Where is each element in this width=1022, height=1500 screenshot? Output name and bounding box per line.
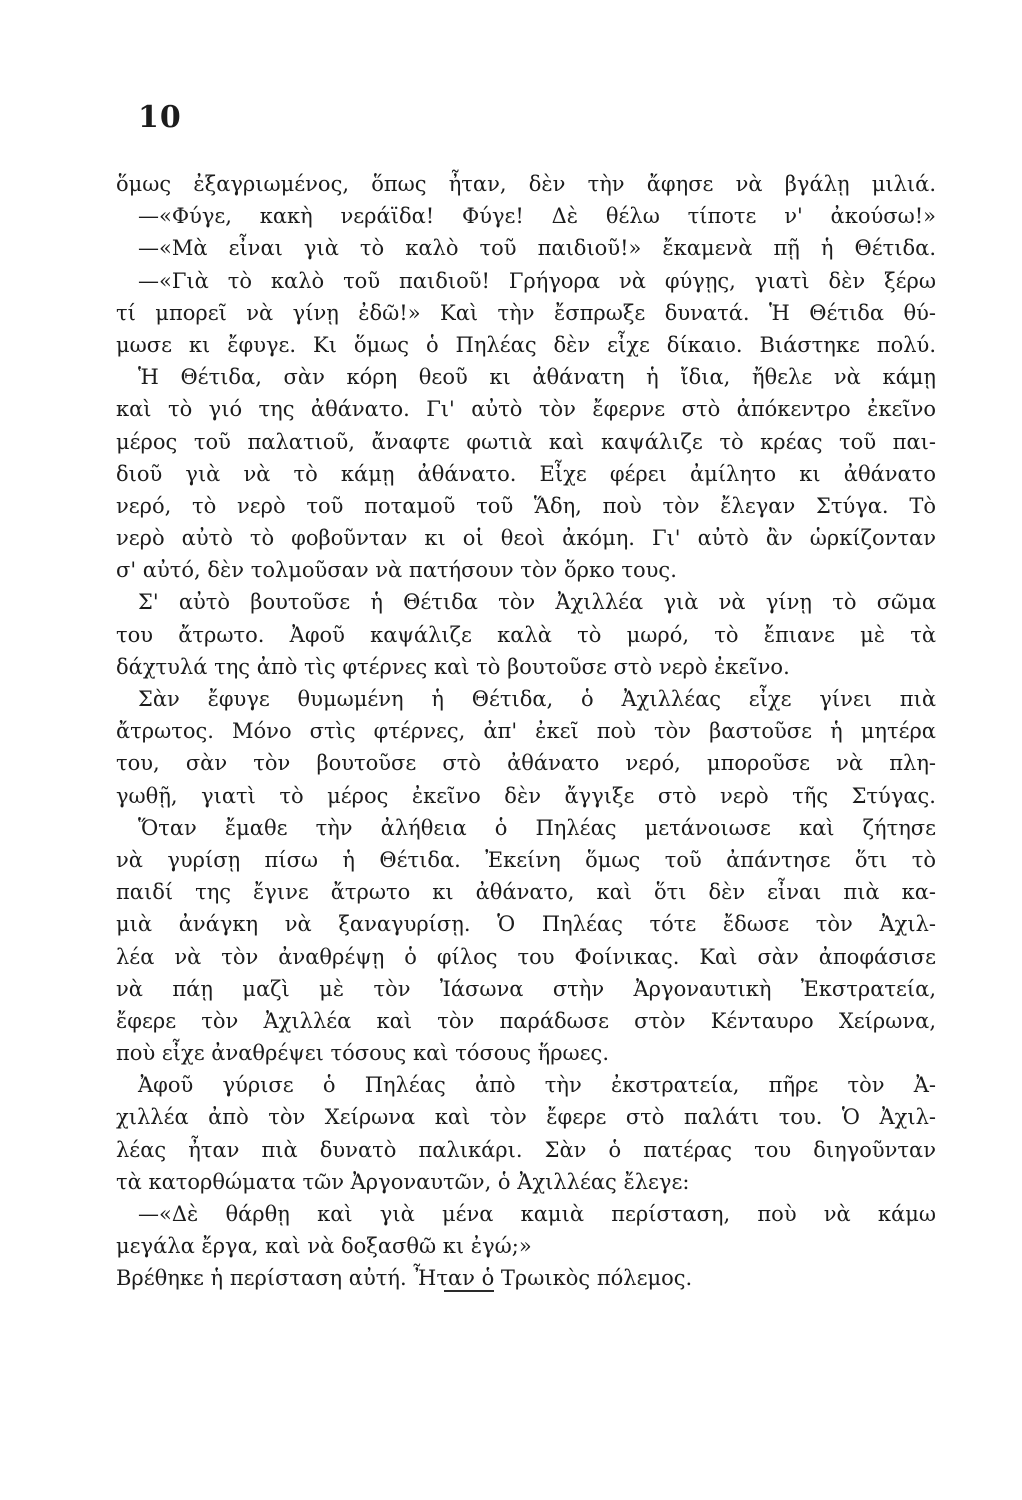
text-line: μέρος τοῦ παλατιοῦ, ἄναφτε φωτιὰ καὶ καψάλιζε τὸ κρέας τοῦ παι-: [116, 429, 936, 454]
text-line: ἔφερε τὸν Ἀχιλλέα καὶ τὸν παράδωσε στὸν Κένταυρο Χείρωνα,: [116, 1008, 936, 1033]
text-line: παιδί της ἔγινε ἄτρωτο κι ἀθάνατο, καὶ ὅτι δὲν εἶναι πιὰ κα-: [116, 880, 936, 905]
text-line: σ' αὐτό, δὲν τολμοῦσαν νὰ πατήσουν τὸν ὅρκο τους.: [116, 558, 677, 583]
text-line: —«Δὲ θάρθῃ καὶ γιὰ μένα καμιὰ περίσταση, ποὺ νὰ κάμω: [138, 1202, 936, 1226]
text-line: χιλλέα ἀπὸ τὸν Χείρωνα καὶ τὸν ἔφερε στὸ παλάτι του. Ὁ Ἀχιλ-: [116, 1105, 936, 1130]
text-line: Βρέθηκε ἡ περίσταση αὐτή. Ἦταν ὁ Τρωικὸς πόλεμος.: [116, 1266, 693, 1291]
text-line: Ἡ Θέτιδα, σὰν κόρη θεοῦ κι ἀθάνατη ἡ ἴδια, ἤθελε νὰ κάμῃ: [138, 365, 936, 390]
text-line: Σ' αὐτὸ βουτοῦσε ἡ Θέτιδα τὸν Ἀχιλλέα γιὰ νὰ γίνῃ τὸ σῶμα: [138, 590, 936, 615]
text-line: —«Μὰ εἶναι γιὰ τὸ καλὸ τοῦ παιδιοῦ!» ἔκαμενὰ πῇ ἡ Θέτιδα.: [138, 236, 936, 261]
text-line: Ὅταν ἔμαθε τὴν ἀλήθεια ὁ Πηλέας μετάνοιωσε καὶ ζήτησε: [138, 815, 936, 840]
text-line: μωσε κι ἔφυγε. Κι ὅμως ὁ Πηλέας δὲν εἶχε δίκαιο. Βιάστηκε πολύ.: [116, 332, 936, 357]
text-line: καὶ τὸ γιό της ἀθάνατο. Γι' αὐτὸ τὸν ἔφερνε στὸ ἀπόκεντρο ἐκεῖνο: [116, 397, 936, 422]
text-line: ποὺ εἶχε ἀναθρέψει τόσους καὶ τόσους ἥρωες.: [116, 1041, 609, 1066]
text-line: ὅμως ἐξαγριωμένος, ὅπως ἦταν, δὲν τὴν ἄφησε νὰ βγάλῃ μιλιά.: [116, 172, 936, 196]
text-line: —«Φύγε, κακὴ νεράϊδα! Φύγε! Δὲ θέλω τίποτε ν' ἀκούσω!»: [138, 204, 936, 229]
text-line: —«Γιὰ τὸ καλὸ τοῦ παιδιοῦ! Γρήγορα νὰ φύγῃς, γιατὶ δὲν ξέρω: [138, 268, 936, 293]
text-line: νερό, τὸ νερὸ τοῦ ποταμοῦ τοῦ Ἅδη, ποὺ τὸν ἔλεγαν Στύγα. Τὸ: [116, 493, 936, 518]
text-line: τί μπορεῖ νὰ γίνῃ ἐδῶ!» Καὶ τὴν ἔσπρωξε δυνατά. Ἡ Θέτιδα θύ-: [116, 300, 936, 325]
text-line: δάχτυλά της ἀπὸ τὶς φτέρνες καὶ τὸ βουτοῦσε στὸ νερὸ ἐκεῖνο.: [116, 654, 790, 679]
body-text: [116, 168, 936, 1295]
text-line: Ἀφοῦ γύρισε ὁ Πηλέας ἀπὸ τὴν ἐκστρατεία, πῆρε τὸν Ἀ-: [138, 1073, 936, 1098]
text-line: τὰ κατορθώματα τῶν Ἀργοναυτῶν, ὁ Ἀχιλλέας ἔλεγε:: [116, 1169, 690, 1194]
page-number: 10: [138, 100, 182, 135]
text-line: νὰ πάῃ μαζὶ μὲ τὸν Ἰάσωνα στὴν Ἀργοναυτικὴ Ἐκστρατεία,: [116, 976, 936, 1001]
text-line: μιὰ ἀνάγκη νὰ ξαναγυρίσῃ. Ὁ Πηλέας τότε ἔδωσε τὸν Ἀχιλ-: [116, 912, 936, 937]
text-line: νερὸ αὐτὸ τὸ φοβοῦνταν κι οἱ θεοὶ ἀκόμη. Γι' αὐτὸ ἂν ὡρκίζονταν: [116, 526, 936, 551]
text-line: λέας ἦταν πιὰ δυνατὸ παλικάρι. Σὰν ὁ πατέρας του διηγοῦνταν: [116, 1137, 936, 1162]
text-line: μεγάλα ἔργα, καὶ νὰ δοξασθῶ κι ἐγώ;»: [116, 1234, 532, 1259]
text-line: ἄτρωτος. Μόνο στὶς φτέρνες, ἀπ' ἐκεῖ ποὺ τὸν βαστοῦσε ἡ μητέρα: [116, 719, 936, 744]
text-line: του ἄτρωτο. Ἀφοῦ καψάλιζε καλὰ τὸ μωρό, τὸ ἔπιανε μὲ τὰ: [116, 622, 936, 647]
closing-rule: [444, 1290, 494, 1292]
text-line: του, σὰν τὸν βουτοῦσε στὸ ἀθάνατο νερό, μποροῦσε νὰ πλη-: [116, 751, 936, 776]
text-line: διοῦ γιὰ νὰ τὸ κάμῃ ἀθάνατο. Εἶχε φέρει ἀμίλητο κι ἀθάνατο: [116, 461, 936, 486]
text-line: λέα νὰ τὸν ἀναθρέψῃ ὁ φίλος του Φοίνικας. Καὶ σὰν ἀποφάσισε: [116, 944, 936, 969]
text-line: Σὰν ἔφυγε θυμωμένη ἡ Θέτιδα, ὁ Ἀχιλλέας εἶχε γίνει πιὰ: [138, 687, 936, 711]
text-line: γωθῇ, γιατὶ τὸ μέρος ἐκεῖνο δὲν ἄγγιξε στὸ νερὸ τῆς Στύγας.: [116, 783, 936, 808]
text-line: νὰ γυρίσῃ πίσω ἡ Θέτιδα. Ἐκείνη ὅμως τοῦ ἀπάντησε ὅτι τὸ: [116, 847, 936, 872]
